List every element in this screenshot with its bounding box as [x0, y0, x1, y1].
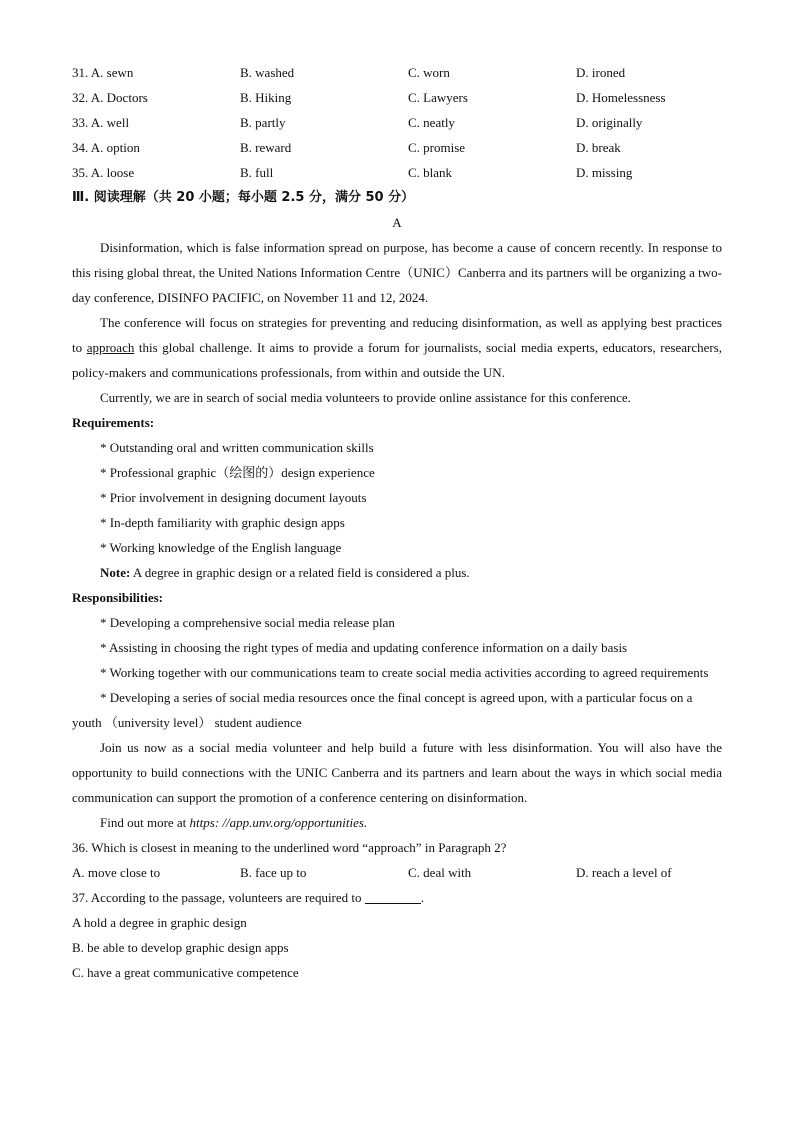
exam-page: [72, 60, 722, 985]
option-b: B. Hiking: [240, 90, 292, 105]
option-c: C. neatly: [408, 115, 455, 130]
option-b: B. full: [240, 165, 274, 180]
requirements-heading: Requirements:: [72, 415, 155, 430]
question-37-option-c: C. have a great communicative competence: [72, 965, 299, 980]
option-c: C. deal with: [408, 865, 472, 880]
section-title: Ⅲ. 阅读理解（共 20 小题；每小题 2.5 分，满分 50 分）: [72, 190, 415, 205]
find-out-more-text: Find out more at: [100, 815, 190, 830]
option-b: B. face up to: [240, 865, 307, 880]
paragraph-2-end: this global challenge. It aims to provide a forum for journalists, social media experts, educators, researchers, policy-makers and communications professionals, from within and outside the UN.: [72, 340, 722, 380]
paragraph-1: Disinformation, which is false information spread on purpose, has become a cause of concern recently. In response to this rising global threat, the United Nations Information Centre（UNIC）Canberra and its partners will be organizing a two-day conference, DISINFO PACIFIC, on November 11 and 12, 2024.: [72, 240, 722, 305]
requirement-item: * In-depth familiarity with graphic design apps: [100, 515, 345, 530]
option-row-34: [72, 135, 722, 160]
responsibility-item: * Assisting in choosing the right types of media and updating conference information on a daily basis: [100, 640, 628, 655]
option-a: 35. A. loose: [72, 165, 135, 180]
note-label: Note:: [100, 565, 131, 580]
option-row-33: [72, 110, 722, 135]
question-36: 36. Which is closest in meaning to the underlined word “approach” in Paragraph 2?: [72, 840, 507, 855]
find-out-more: [72, 810, 722, 835]
requirement-item: * Working knowledge of the English language: [100, 540, 342, 555]
option-a: 34. A. option: [72, 140, 140, 155]
passage-label: A: [392, 215, 402, 230]
paragraph-2-start: The conference will focus on strategies for preventing and reducing disinformation, as well as applying best practices to: [72, 315, 722, 355]
option-d: D. reach a level of: [576, 865, 672, 880]
question-37-option-b: B. be able to develop graphic design apps: [72, 940, 289, 955]
option-b: B. washed: [240, 65, 295, 80]
option-b: B. partly: [240, 115, 286, 130]
question-37: [72, 885, 722, 910]
note-text: A degree in graphic design or a related field is considered a plus.: [130, 565, 470, 580]
option-c: C. Lawyers: [408, 90, 468, 105]
paragraph-2: [72, 310, 722, 385]
option-d: D. Homelessness: [576, 90, 666, 105]
question-37-option-a: A hold a degree in graphic design: [72, 915, 247, 930]
answer-blank: [365, 889, 421, 904]
option-d: D. break: [576, 140, 621, 155]
option-d: D. missing: [576, 165, 633, 180]
requirement-note: [72, 560, 722, 585]
option-b: B. reward: [240, 140, 292, 155]
responsibility-item: * Developing a comprehensive social media release plan: [100, 615, 395, 630]
requirement-item: * Professional graphic（绘图的）design experience: [100, 465, 375, 480]
underlined-word: approach: [86, 340, 135, 355]
option-a: 31. A. sewn: [72, 65, 134, 80]
option-row-32: [72, 85, 722, 110]
option-a: A. move close to: [72, 865, 161, 880]
closing-paragraph: Join us now as a social media volunteer and help build a future with less disinformation. You will also have the opportunity to build connections with the UNIC Canberra and its partners and learn about the ways in which social media communication can support the promotion of a conference centering on disinformation.: [72, 740, 722, 805]
responsibilities-heading: Responsibilities:: [72, 590, 164, 605]
responsibility-item: * Working together with our communications team to create social media activities according to agreed requirements: [100, 665, 709, 680]
option-row-35: [72, 160, 722, 185]
question-37-stem: 37. According to the passage, volunteers are required to: [72, 890, 365, 905]
question-37-period: .: [420, 890, 425, 905]
option-a: 33. A. well: [72, 115, 130, 130]
question-36-options: [72, 860, 722, 885]
cloze-options: [72, 60, 722, 185]
requirement-item: * Prior involvement in designing document layouts: [100, 490, 367, 505]
option-c: C. worn: [408, 65, 450, 80]
responsibility-item: * Developing a series of social media resources once the final concept is agreed upon, with a particular focus on a youth （university level） student audience: [72, 690, 693, 730]
option-c: C. blank: [408, 165, 453, 180]
opportunities-url: https: //app.unv.org/opportunities.: [189, 815, 368, 830]
option-d: D. originally: [576, 115, 643, 130]
option-a: 32. A. Doctors: [72, 90, 148, 105]
requirement-item: * Outstanding oral and written communication skills: [100, 440, 374, 455]
option-d: D. ironed: [576, 65, 626, 80]
paragraph-3: Currently, we are in search of social media volunteers to provide online assistance for this conference.: [100, 390, 631, 405]
option-row-31: [72, 60, 722, 85]
option-c: C. promise: [408, 140, 466, 155]
